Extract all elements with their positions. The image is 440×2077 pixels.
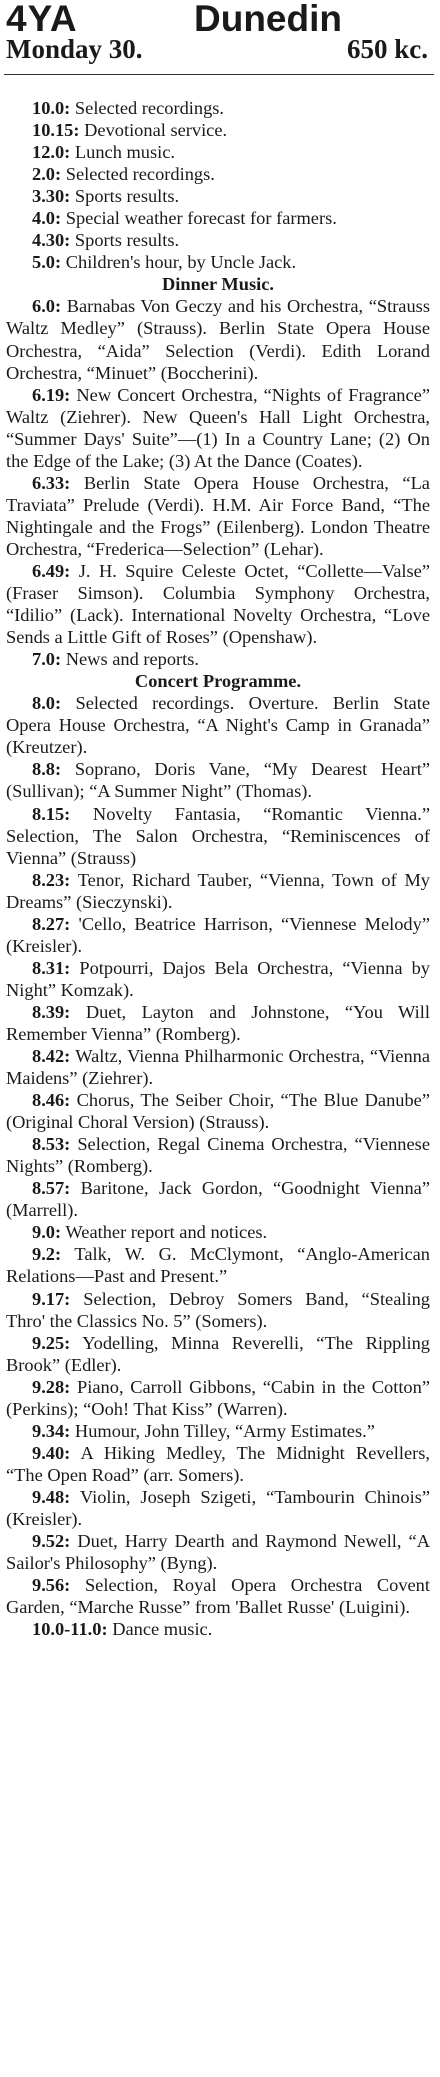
entry-text: Baritone, Jack Gordon, “Goodnight Vienna” (Marrell). (6, 1178, 430, 1221)
entry-time: 8.46: (32, 1090, 71, 1111)
entry-time: 4.0: (32, 208, 62, 229)
entry-text: Selection, Regal Cinema Orchestra, “Viennese Nights” (Romberg). (6, 1134, 430, 1177)
entry-text: Selected recordings. Overture. Berlin State Opera House Orchestra, “A Night's Camp in Granada” (Kreutzer). (6, 693, 430, 758)
programme-entry (6, 229, 430, 251)
concert-entry (6, 1420, 430, 1442)
entry-time: 6.19: (32, 384, 71, 405)
entry-time: 8.53: (32, 1134, 71, 1155)
concert-entry (6, 1332, 430, 1376)
dinner-music-heading: Dinner Music. (161, 274, 275, 295)
entry-text: News and reports. (65, 649, 200, 670)
entry-time: 2.0: (32, 164, 62, 185)
entry-time: 8.0: (32, 693, 62, 714)
entry-text: Devotional service. (84, 120, 228, 141)
entry-time: 9.17: (32, 1288, 71, 1309)
concert-entry (6, 1530, 430, 1574)
dinner-entry (6, 648, 430, 670)
concert-entry (6, 1045, 430, 1089)
entry-time: 9.52: (32, 1531, 71, 1552)
entry-time: 8.39: (32, 1001, 71, 1022)
concert-entry (6, 869, 430, 913)
programme-entry (6, 97, 430, 119)
programme-entry (6, 207, 430, 229)
entry-time: 8.57: (32, 1178, 71, 1199)
entry-text: Yodelling, Minna Reverelli, “The Rippling Brook” (Edler). (6, 1332, 430, 1375)
entry-time: 3.30: (32, 186, 71, 207)
programme-entry (6, 251, 430, 273)
entry-time: 9.0: (32, 1222, 62, 1243)
entry-time: 9.28: (32, 1376, 71, 1397)
station-frequency: 650 kc. (347, 34, 428, 64)
entry-time: 6.0: (32, 296, 62, 317)
concert-entry (6, 1133, 430, 1177)
concert-entry (6, 692, 430, 758)
entry-text: Soprano, Doris Vane, “My Dearest Heart” (Sullivan); “A Summer Night” (Thomas). (6, 759, 430, 802)
entry-time: 10.0: (32, 98, 71, 118)
concert-entry (6, 1089, 430, 1133)
entry-time: 8.27: (32, 913, 71, 934)
entry-text: Violin, Joseph Szigeti, “Tambourin Chinois” (Kreisler). (6, 1486, 431, 1529)
programme-entry (6, 185, 430, 207)
entry-time: 6.33: (32, 472, 71, 493)
entry-time: 9.25: (32, 1332, 71, 1353)
entry-time: 10.15: (32, 120, 80, 141)
programme-entry (6, 119, 430, 141)
entry-text: Waltz, Vienna Philharmonic Orchestra, “Vienna Maidens” (Ziehrer). (6, 1046, 431, 1089)
entry-text: Tenor, Richard Tauber, “Vienna, Town of My Dreams” (Sieczynski). (6, 869, 431, 912)
dinner-entry (6, 560, 430, 648)
entry-time: 8.23: (32, 869, 71, 890)
entry-text: 'Cello, Beatrice Harrison, “Viennese Melody” (Kreisler). (6, 913, 430, 956)
entry-text: Humour, John Tilley, “Army Estimates.” (74, 1420, 375, 1441)
entry-text: Piano, Carroll Gibbons, “Cabin in the Cotton” (Perkins); “Ooh! That Kiss” (Warren). (6, 1376, 430, 1419)
entry-text: A Hiking Medley, The Midnight Revellers, “The Open Road” (arr. Somers). (6, 1442, 430, 1485)
entry-text: Sports results. (74, 186, 180, 207)
entry-time: 10.0-11.0: (32, 1619, 108, 1640)
dinner-entry (6, 384, 430, 472)
entry-time: 6.49: (32, 560, 71, 581)
entry-text: Children's hour, by Uncle Jack. (65, 252, 297, 273)
entry-time: 7.0: (32, 649, 62, 670)
entry-text: Berlin State Opera House Orchestra, “La Traviata” Prelude (Verdi). H.M. Air Force Band, “The Nightingale and the Frogs” (Eilenberg). London Theatre Orchestra, “Frederica—Selection” (Lehar). (6, 472, 430, 559)
entry-time: 9.48: (32, 1486, 71, 1507)
station-header (6, 0, 432, 39)
dinner-entry (6, 472, 430, 560)
programme-entry (6, 163, 430, 185)
entry-time: 8.15: (32, 803, 71, 824)
dinner-entry (6, 295, 430, 383)
entry-time: 8.31: (32, 957, 71, 978)
entry-text: J. H. Squire Celeste Octet, “Collette—Valse” (Fraser Simson). Columbia Symphony Orchestra, “Idilio” (Lack). International Novelty Orchestra, “Love Sends a Little Gift of Roses” (Openshaw). (6, 560, 430, 648)
concert-entry (6, 1376, 430, 1420)
entry-time: 9.56: (32, 1575, 71, 1596)
entry-text: Selection, Debroy Somers Band, “Stealing Thro' the Classics No. 5” (Somers). (6, 1288, 430, 1331)
concert-entry (6, 1243, 430, 1287)
entry-time: 5.0: (32, 252, 62, 273)
entry-time: 8.8: (32, 759, 62, 780)
date-frequency-line (6, 34, 432, 68)
entry-text: Dance music. (112, 1619, 213, 1640)
entry-text: New Concert Orchestra, “Nights of Fragrance” Waltz (Ziehrer). New Queen's Hall Light Orchestra, “Summer Days' Suite”—(1) In a Country Lane; (2) On the Edge of the Lake; (3) At the Dance (Coates). (6, 384, 430, 471)
station-city: Dunedin (194, 0, 342, 39)
concert-entry (6, 803, 430, 869)
entry-text: Sports results. (74, 230, 180, 251)
entry-text: Chorus, The Seiber Choir, “The Blue Danube” (Original Choral Version) (Strauss). (6, 1090, 430, 1133)
entry-text: Selected recordings. (65, 164, 215, 185)
concert-entry (6, 1001, 430, 1045)
concert-entry (6, 913, 430, 957)
concert-entry (6, 1442, 430, 1486)
concert-entry (6, 1288, 430, 1332)
entry-text: Selected recordings. (74, 98, 225, 118)
concert-entry (6, 1574, 430, 1618)
concert-entry (6, 1618, 430, 1640)
concert-entry (6, 1486, 430, 1530)
entry-text: Weather report and notices. (65, 1222, 268, 1243)
header-divider (4, 74, 434, 75)
entry-text: Talk, W. G. McClymont, “Anglo-American Relations—Past and Present.” (6, 1244, 430, 1287)
entry-time: 9.2: (32, 1244, 62, 1265)
entry-text: Selection, Royal Opera Orchestra Covent Garden, “Marche Russe” from 'Ballet Russe' (Luigini). (6, 1575, 430, 1618)
entry-text: Barnabas Von Geczy and his Orchestra, “Strauss Waltz Medley” (Strauss). Berlin State Opera House Orchestra, “Aida” Selection (Verdi). Edith Lorand Orchestra, “Minuet” (Boccherini). (6, 296, 430, 383)
entry-time: 4.30: (32, 230, 71, 251)
entry-text: Duet, Harry Dearth and Raymond Newell, “A Sailor's Philosophy” (Byng). (6, 1531, 430, 1574)
entry-text: Duet, Layton and Johnstone, “You Will Remember Vienna” (Romberg). (6, 1001, 431, 1044)
entry-text: Special weather forecast for farmers. (65, 208, 337, 229)
station-call-sign: 4YA (6, 0, 78, 39)
programme-listing (6, 97, 430, 1640)
programme-entry (6, 141, 430, 163)
entry-time: 9.34: (32, 1420, 71, 1441)
broadcast-day: Monday 30. (6, 34, 143, 64)
concert-entry (6, 957, 430, 1001)
entry-time: 8.42: (32, 1046, 71, 1067)
concert-entry (6, 1177, 430, 1221)
entry-text: Potpourri, Dajos Bela Orchestra, “Vienna by Night” Komzak). (6, 957, 430, 1000)
concert-programme-heading: Concert Programme. (134, 671, 302, 692)
entry-time: 12.0: (32, 142, 71, 163)
entry-time: 9.40: (32, 1442, 71, 1463)
concert-entry (6, 758, 430, 802)
concert-entry (6, 1221, 430, 1243)
entry-text: Lunch music. (74, 142, 176, 163)
entry-text: Novelty Fantasia, “Romantic Vienna.” Selection, The Salon Orchestra, “Reminiscences of Vienna” (Strauss) (6, 803, 430, 868)
